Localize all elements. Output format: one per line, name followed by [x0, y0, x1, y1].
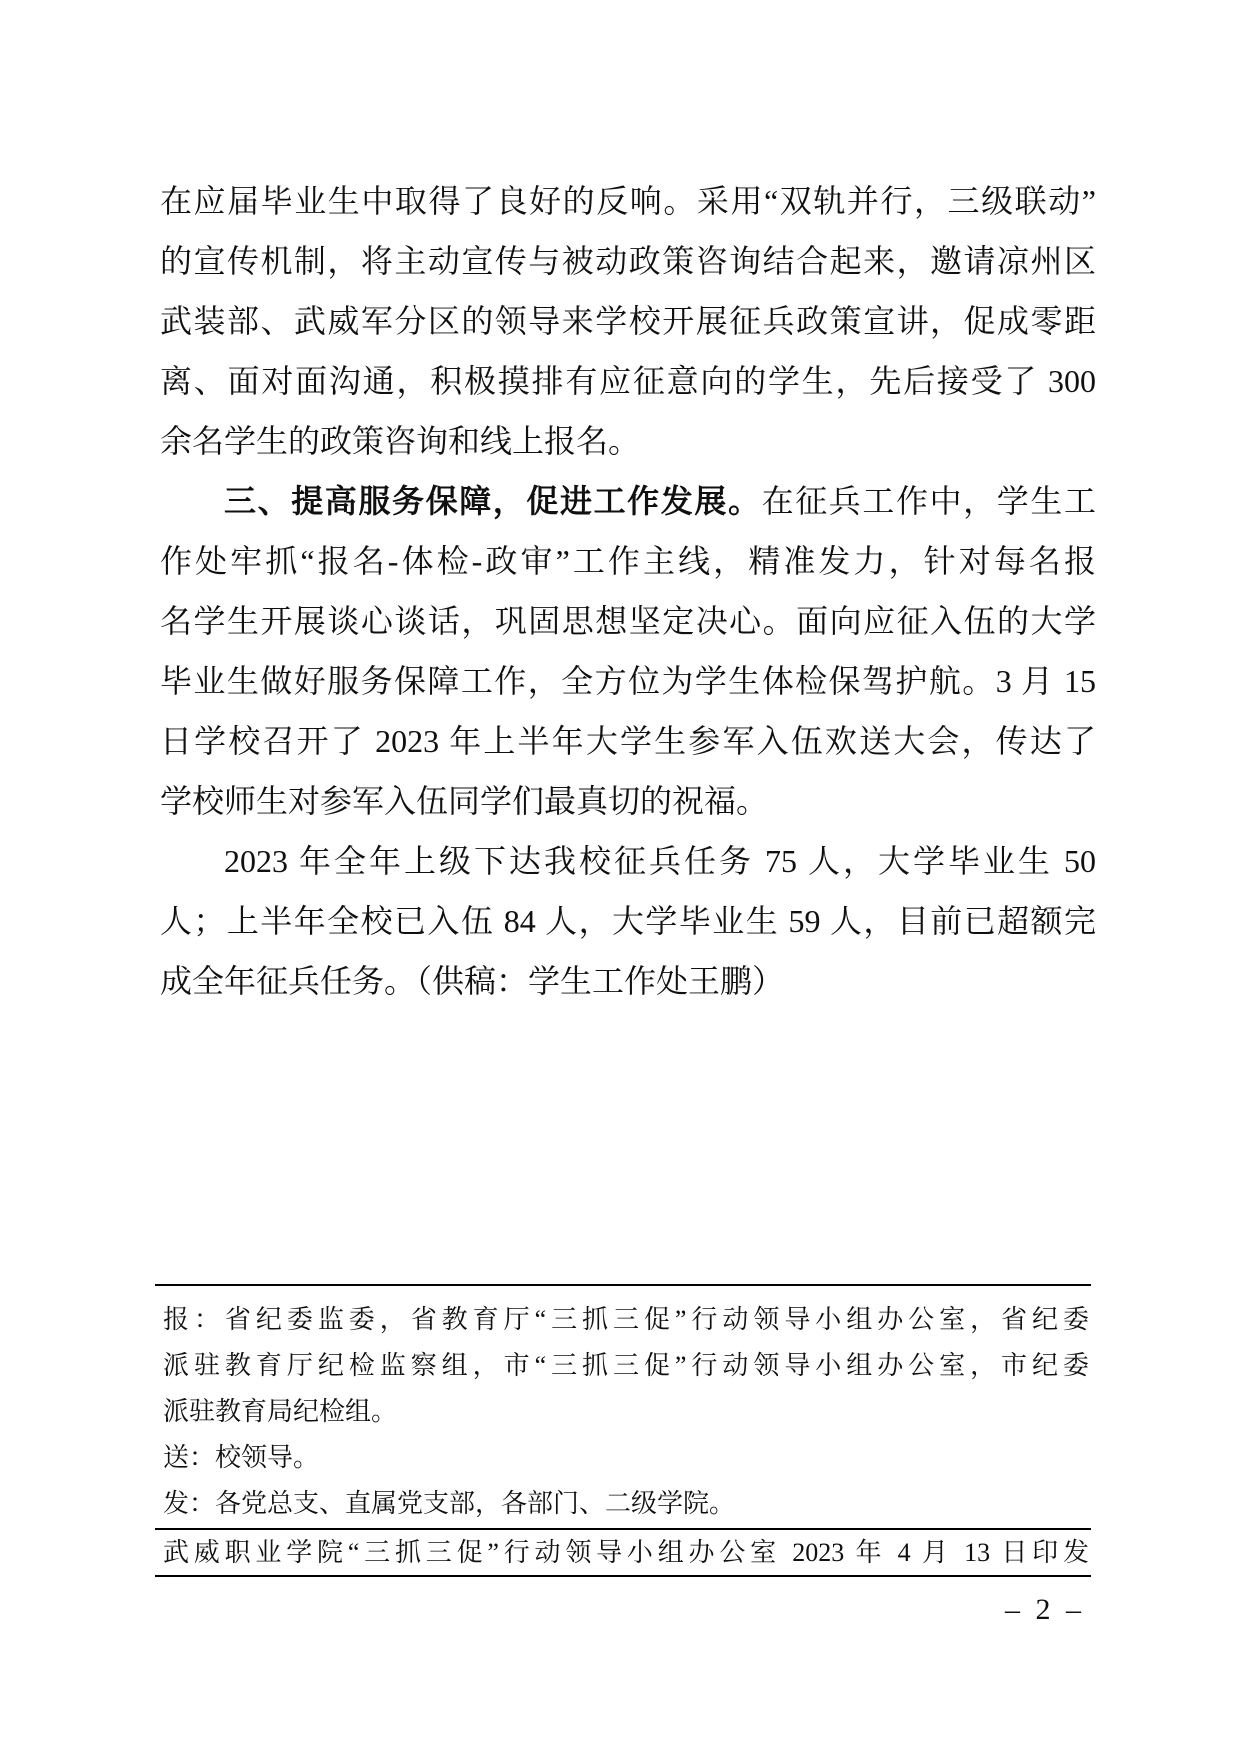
divider-line-bottom [155, 1575, 1091, 1577]
distribution-line: 报：省纪委监委，省教育厅“三抓三促”行动领导小组办公室，省纪委 [163, 1305, 1089, 1334]
page-number: – 2 – [1005, 1593, 1085, 1626]
body-line: 名学生开展谈心谈话，巩固思想坚定决心。面向应征入伍的大学 [160, 603, 1096, 639]
distribution-line: 派驻教育局纪检组。 [163, 1397, 398, 1426]
body-line: 余名学生的政策咨询和线上报名。 [160, 423, 641, 459]
body-line: 日学校召开了 2023 年上半年大学生参军入伍欢送大会，传达了 [160, 723, 1096, 759]
distribution-line: 送：校领导。 [163, 1443, 320, 1472]
body-line: 作处牢抓“报名-体检-政审”工作主线，精准发力，针对每名报 [160, 543, 1096, 579]
body-line: 2023 年全年上级下达我校征兵任务 75 人，大学毕业生 50 [224, 843, 1096, 879]
body-line [160, 471, 1096, 531]
issuance-line: 武威职业学院“三抓三促”行动领导小组办公室 2023 年 4 月 13 日印发 [163, 1538, 1089, 1567]
body-line: 成全年征兵任务。（供稿：学生工作处王鹏） [160, 963, 785, 999]
document-body [160, 171, 1096, 1011]
distribution-line: 派驻教育厅纪检监察组，市“三抓三促”行动领导小组办公室，市纪委 [163, 1351, 1089, 1380]
body-line: 武装部、武威军分区的领导来学校开展征兵政策宣讲，促成零距 [160, 303, 1096, 339]
body-line: 毕业生做好服务保障工作，全方位为学生体检保驾护航。3 月 15 [160, 663, 1096, 699]
body-line: 离、面对面沟通，积极摸排有应征意向的学生，先后接受了 300 [160, 363, 1096, 399]
body-line: 人；上半年全校已入伍 84 人，大学毕业生 59 人，目前已超额完 [160, 903, 1096, 939]
distribution-list [163, 1297, 1089, 1527]
body-line: 的宣传机制，将主动宣传与被动政策咨询结合起来，邀请凉州区 [160, 243, 1096, 279]
body-line: 在应届毕业生中取得了良好的反响。采用“双轨并行，三级联动” [160, 183, 1096, 219]
distribution-line: 发：各党总支、直属党支部，各部门、二级学院。 [163, 1489, 736, 1518]
divider-line-top [155, 1284, 1091, 1286]
body-line-text: 在征兵工作中，学生工 [761, 483, 1096, 519]
body-line: 学校师生对参军入伍同学们最真切的祝福。 [160, 783, 769, 819]
section-heading-bold: 三、提高服务保障，促进工作发展。 [224, 483, 762, 519]
